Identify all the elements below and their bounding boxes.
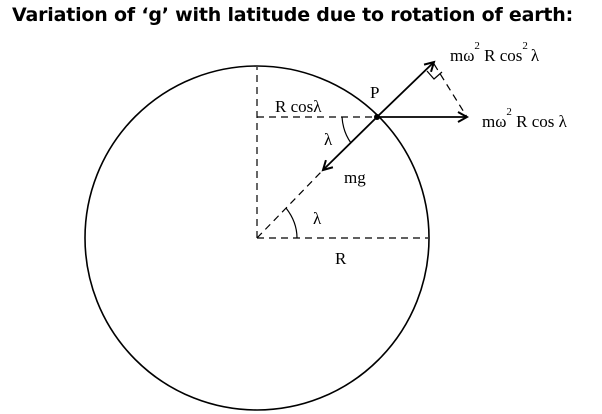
label-p: P [370, 83, 380, 102]
label-radius: R [335, 249, 347, 268]
diagram-title: Variation of ‘g’ with latitude due to rotation of earth: [12, 4, 574, 26]
point-p-dot [374, 114, 380, 120]
label-lambda-upper: λ [324, 130, 333, 149]
label-radial-component: $m\omega^2$ R $\cos^2 \lambda$ [450, 40, 540, 65]
lambda-arc-center [286, 208, 297, 238]
lambda-arc-upper [342, 117, 351, 143]
component-dashed-line [434, 64, 467, 117]
radial-component-arrow [377, 62, 434, 117]
label-centrifugal-force: $m\omega^2$ R cos λ [482, 106, 567, 131]
label-lambda-center: λ [313, 209, 322, 228]
label-r-cos-lambda: R cosλ [275, 97, 322, 116]
label-mg: mg [344, 168, 366, 187]
right-angle-marker [427, 71, 442, 79]
